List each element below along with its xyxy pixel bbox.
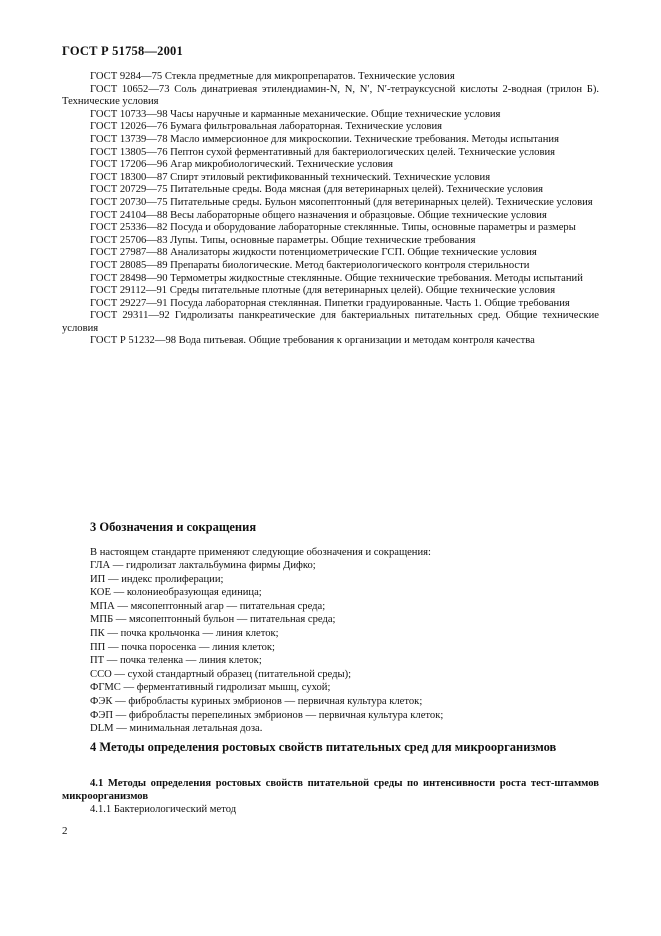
reference-item: ГОСТ 25336—82 Посуда и оборудование лабораторные стеклянные. Типы, основные параметры и размеры (90, 222, 576, 234)
reference-item: ГОСТ 25706—83 Лупы. Типы, основные параметры. Общие технические требования (90, 234, 476, 246)
reference-item: ГОСТ 9284—75 Стекла предметные для микропрепаратов. Технические условия (90, 71, 455, 82)
abbreviation-item: КОЕ — колониеобразующая единица; (90, 587, 262, 599)
reference-item: ГОСТ 20730—75 Питательные среды. Бульон мясопептонный (для ветеринарных целей). Технические условия (90, 196, 593, 208)
document-header: ГОСТ Р 51758—2001 (62, 44, 183, 58)
reference-item: ГОСТ 18300—87 Спирт этиловый ректификованный технический. Технические условия (90, 171, 491, 183)
page-number: 2 (62, 825, 68, 837)
reference-item: ГОСТ 20729—75 Питательные среды. Вода мясная (для ветеринарных целей). Технические условия (90, 184, 544, 196)
subsection-4-1-heading: 4.1 Методы определения ростовых свойств питательной среды по интенсивности роста тест-штаммов микроорганизмов (62, 778, 599, 802)
reference-item: ГОСТ 10652—73 Соль динатриевая этилендиамин-N, N, N′, N′-тетрауксусной кислоты 2-водная (трилон Б). Технические условия (62, 83, 599, 108)
section-4-heading: 4 Методы определения ростовых свойств питательных сред для микроорганизмов (90, 740, 557, 754)
abbreviation-item: ФЭК — фибробласты куриных эмбрионов — первичная культура клеток; (90, 695, 423, 707)
reference-item: ГОСТ 10733—98 Часы наручные и карманные механические. Общие технические условия (90, 108, 501, 120)
section-3-intro: В настоящем стандарте применяют следующие обозначения и сокращения: (90, 547, 431, 558)
references-list (62, 71, 599, 348)
reference-item: ГОСТ 28085—89 Препараты биологические. Метод бактериологического контроля стерильности (90, 259, 530, 271)
reference-item: ГОСТ 12026—76 Бумага фильтровальная лабораторная. Технические условия (90, 121, 442, 133)
abbreviation-item: МПБ — мясопептонный бульон — питательная среда; (90, 614, 336, 626)
section-3-heading: 3 Обозначения и сокращения (90, 520, 257, 534)
reference-item: ГОСТ 13805—76 Пептон сухой ферментативный для бактериологических целей. Технические условия (90, 146, 555, 158)
abbreviations-list (90, 559, 443, 736)
abbreviation-item: ПТ — почка теленка — линия клеток; (90, 655, 262, 667)
abbreviation-item: ПП — почка поросенка — линия клеток; (90, 641, 275, 653)
abbreviation-item: ГЛА — гидролизат лактальбумина фирмы Дифко; (90, 560, 316, 571)
abbreviation-item: ССО — сухой стандартный образец (питательной среды); (90, 668, 352, 680)
reference-item: ГОСТ 28498—90 Термометры жидкостные стеклянные. Общие технические требования. Методы испытаний (90, 272, 583, 284)
reference-item: ГОСТ 24104—88 Весы лабораторные общего назначения и образцовые. Общие технические условия (90, 209, 547, 221)
reference-item: ГОСТ 29112—91 Среды питательные плотные (для ветеринарных целей). Общие технические условия (90, 285, 556, 297)
abbreviation-item: ИП — индекс пролиферации; (90, 573, 224, 585)
abbreviation-item: ПК — почка крольчонка — линия клеток; (90, 627, 279, 639)
reference-item: ГОСТ 13739—78 Масло иммерсионное для микроскопии. Технические требования. Методы испытания (90, 133, 559, 145)
abbreviation-item: DLM — минимальная летальная доза. (90, 723, 263, 735)
subsection-4-1-1-heading: 4.1.1 Бактериологический метод (90, 804, 237, 815)
abbreviation-item: МПА — мясопептонный агар — питательная среда; (90, 600, 326, 612)
reference-item: ГОСТ 17206—96 Агар микробиологический. Технические условия (90, 159, 394, 171)
reference-item: ГОСТ 29311—92 Гидролизаты панкреатические для бактериальных питательных сред. Общие технические условия (62, 310, 599, 334)
reference-item: ГОСТ Р 51232—98 Вода питьевая. Общие требования к организации и методам контроля качества (90, 335, 535, 347)
abbreviation-item: ФЭП — фибробласты перепелиных эмбрионов — первичная культура клеток; (90, 709, 444, 721)
abbreviation-item: ФГМС — ферментативный гидролизат мышц, сухой; (90, 682, 331, 694)
reference-item: ГОСТ 27987—88 Анализаторы жидкости потенциометрические ГСП. Общие технические условия (90, 247, 537, 259)
reference-item: ГОСТ 29227—91 Посуда лабораторная стеклянная. Пипетки градуированные. Часть 1. Общие требования (90, 297, 570, 309)
